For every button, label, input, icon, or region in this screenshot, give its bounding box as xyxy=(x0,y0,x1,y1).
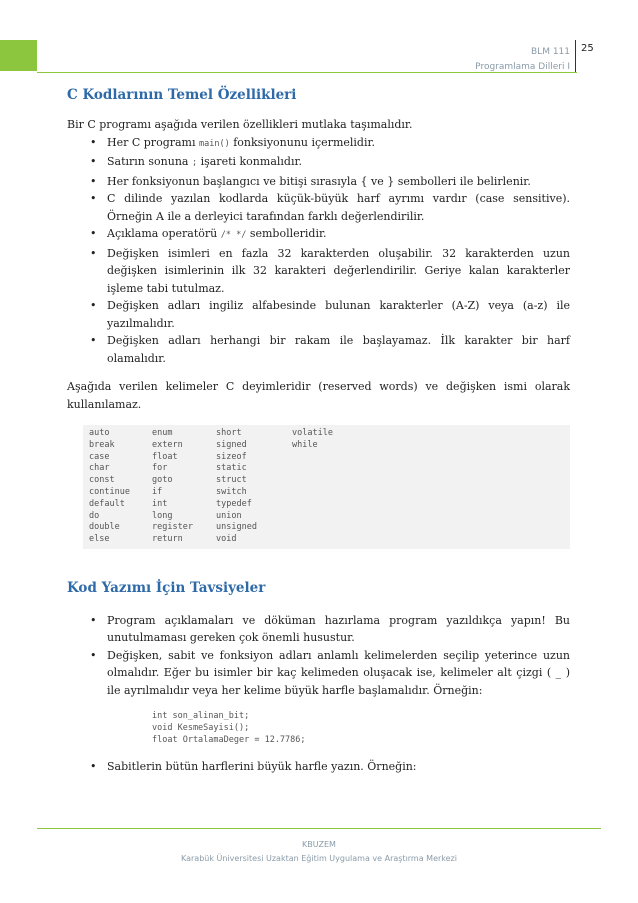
header-separator xyxy=(575,40,576,72)
list-item-text: işareti konmalıdır. xyxy=(197,155,303,168)
keyword-cell: break xyxy=(89,439,115,450)
list-item xyxy=(67,332,570,367)
keyword-cell: while xyxy=(292,439,318,450)
features-list xyxy=(67,134,570,368)
page-content xyxy=(67,86,570,776)
list-item xyxy=(67,758,570,776)
list-item-text: Değişken, sabit ve fonksiyon adları anlamlı kelimelerden seçilip yeterince uzun olmalıdır. Eğer bu isimler bir kaç kelimeden oluşacak ise, kelimeler alt çizgi ( _ ) ile ayrılmalıdır veya her kelime büyük harfle başlamalıdır. Örneğin: xyxy=(107,648,570,697)
keyword-cell: short xyxy=(216,428,242,438)
inline-code: ; xyxy=(191,158,198,168)
keyword-cell: for xyxy=(152,463,168,474)
table-row xyxy=(89,487,333,499)
keyword-cell: switch xyxy=(216,486,247,497)
page-footer xyxy=(0,838,638,866)
table-row xyxy=(89,463,333,475)
list-item xyxy=(67,134,570,154)
keyword-cell: else xyxy=(89,534,110,545)
table-row xyxy=(89,511,333,523)
keyword-cell xyxy=(292,534,333,546)
keyword-cell: if xyxy=(152,486,163,497)
keyword-cell xyxy=(292,452,333,464)
list-item xyxy=(67,190,570,225)
table-row xyxy=(89,522,333,534)
bullet-icon: • xyxy=(90,299,97,312)
section-title-1: C Kodlarının Temel Özellikleri xyxy=(67,87,297,103)
keyword-cell: volatile xyxy=(292,428,333,438)
keyword-cell: typedef xyxy=(216,498,252,509)
footer-divider xyxy=(37,828,601,829)
keyword-cell: union xyxy=(216,510,242,521)
keyword-cell: goto xyxy=(152,475,173,486)
list-item-text: Her C programı xyxy=(107,135,199,149)
keyword-cell xyxy=(292,475,333,487)
keyword-cell: static xyxy=(216,463,247,474)
keyword-cell xyxy=(292,511,333,523)
header-accent-bar xyxy=(0,40,37,71)
bullet-icon: • xyxy=(90,135,97,149)
keyword-cell: float xyxy=(152,451,178,462)
keyword-cell xyxy=(292,522,333,534)
keyword-cell: case xyxy=(89,451,110,462)
code-example xyxy=(152,711,570,746)
list-item-text: Açıklama operatörü xyxy=(107,227,221,240)
reserved-words-table xyxy=(89,428,333,546)
list-item-text: Değişken isimleri en fazla 32 karakterden oluşabilir. 32 karakterden uzun değişken isimlerinin ilk 32 karakteri değerlendirilir. Geriye kalan karakterler işleme tabi tutulmaz. xyxy=(107,246,570,295)
inline-code: /* */ xyxy=(220,230,247,240)
keyword-cell: int xyxy=(152,498,168,509)
list-item-text: Her fonksiyonun başlangıcı ve bitişi sırasıyla { ve } sembolleri ile belirlenir. xyxy=(107,174,531,188)
keyword-cell: unsigned xyxy=(216,522,257,533)
list-item xyxy=(67,245,570,298)
keyword-cell: continue xyxy=(89,486,130,497)
keyword-cell xyxy=(292,463,333,475)
keyword-cell: default xyxy=(89,498,125,509)
course-subtitle: Programlama Dilleri I xyxy=(475,62,570,72)
bullet-icon: • xyxy=(90,227,97,240)
list-item-text: Değişken adları herhangi bir rakam ile başlayamaz. İlk karakter bir harf olamalıdır. xyxy=(107,334,570,365)
keyword-cell xyxy=(292,487,333,499)
table-row xyxy=(89,499,333,511)
table-row xyxy=(89,440,333,452)
code-line: int son_alinan_bit; xyxy=(152,711,250,722)
list-item-text: fonksiyonunu içermelidir. xyxy=(229,135,376,149)
page-number: 25 xyxy=(581,43,594,54)
keyword-cell: enum xyxy=(152,428,173,438)
list-item-text: C dilinde yazılan kodlarda küçük-büyük harf ayrımı vardır (case sensitive). Örneğin A ile a derleyici tarafından farklı değerlendirilir. xyxy=(107,192,570,223)
list-item xyxy=(67,612,570,647)
footer-org: KBUZEM xyxy=(302,840,336,849)
list-item xyxy=(67,647,570,700)
keyword-cell: register xyxy=(152,522,193,533)
keyword-cell: struct xyxy=(216,475,247,486)
list-item xyxy=(67,173,570,191)
keyword-cell: double xyxy=(89,522,120,533)
keyword-cell xyxy=(292,499,333,511)
recommendations-list-cont xyxy=(67,758,570,776)
keyword-cell: char xyxy=(89,463,110,474)
bullet-icon: • xyxy=(90,648,97,662)
list-item-text: sembolleridir. xyxy=(246,227,327,240)
reserved-words-box xyxy=(83,425,570,549)
keyword-cell: signed xyxy=(216,439,247,450)
table-row xyxy=(89,475,333,487)
bullet-icon: • xyxy=(90,613,97,627)
course-code: BLM 111 xyxy=(531,47,570,57)
keyword-cell: void xyxy=(216,534,237,545)
table-row xyxy=(89,428,333,440)
bullet-icon: • xyxy=(90,334,97,347)
keyword-cell: auto xyxy=(89,428,110,438)
keyword-cell: do xyxy=(89,510,100,521)
keyword-cell: extern xyxy=(152,439,183,450)
code-line: void KesmeSayisi(); xyxy=(152,723,250,734)
bullet-icon: • xyxy=(90,246,97,260)
keyword-cell: long xyxy=(152,510,173,521)
section-intro: Bir C programı aşağıda verilen özellikleri mutlaka taşımalıdır. xyxy=(67,118,413,131)
list-item xyxy=(67,225,570,245)
recommendations-list xyxy=(67,612,570,700)
keyword-cell: const xyxy=(89,475,115,486)
list-item-text: Program açıklamaları ve döküman hazırlama program yazıldıkça yapın! Bu unutulmaması gereken çok önemli husustur. xyxy=(107,613,570,645)
code-line: float OrtalamaDeger = 12.7786; xyxy=(152,734,306,745)
list-item xyxy=(67,297,570,332)
table-row xyxy=(89,452,333,464)
bullet-icon: • xyxy=(90,174,97,188)
list-item-text: Değişken adları ingiliz alfabesinde bulunan karakterler (A-Z) veya (a-z) ile yazılmalıdır. xyxy=(107,299,570,330)
list-item-text: Satırın sonuna xyxy=(107,155,192,168)
bullet-icon: • xyxy=(90,760,97,774)
footer-full-name: Karabük Üniversitesi Uzaktan Eğitim Uygulama ve Araştırma Merkezi xyxy=(181,854,457,863)
table-row xyxy=(89,534,333,546)
list-item xyxy=(67,153,570,173)
reserved-words-intro: Aşağıda verilen kelimeler C deyimleridir (reserved words) ve değişken ismi olarak kullanılamaz. xyxy=(67,380,570,411)
keyword-cell: return xyxy=(152,534,183,545)
section-title-2: Kod Yazımı İçin Tavsiyeler xyxy=(67,579,266,596)
inline-code: main() xyxy=(199,138,230,149)
page-header xyxy=(475,45,570,75)
bullet-icon: • xyxy=(90,155,97,168)
bullet-icon: • xyxy=(90,192,97,205)
keyword-cell: sizeof xyxy=(216,451,247,462)
list-item-text: Sabitlerin bütün harflerini büyük harfle yazın. Örneğin: xyxy=(107,760,417,774)
